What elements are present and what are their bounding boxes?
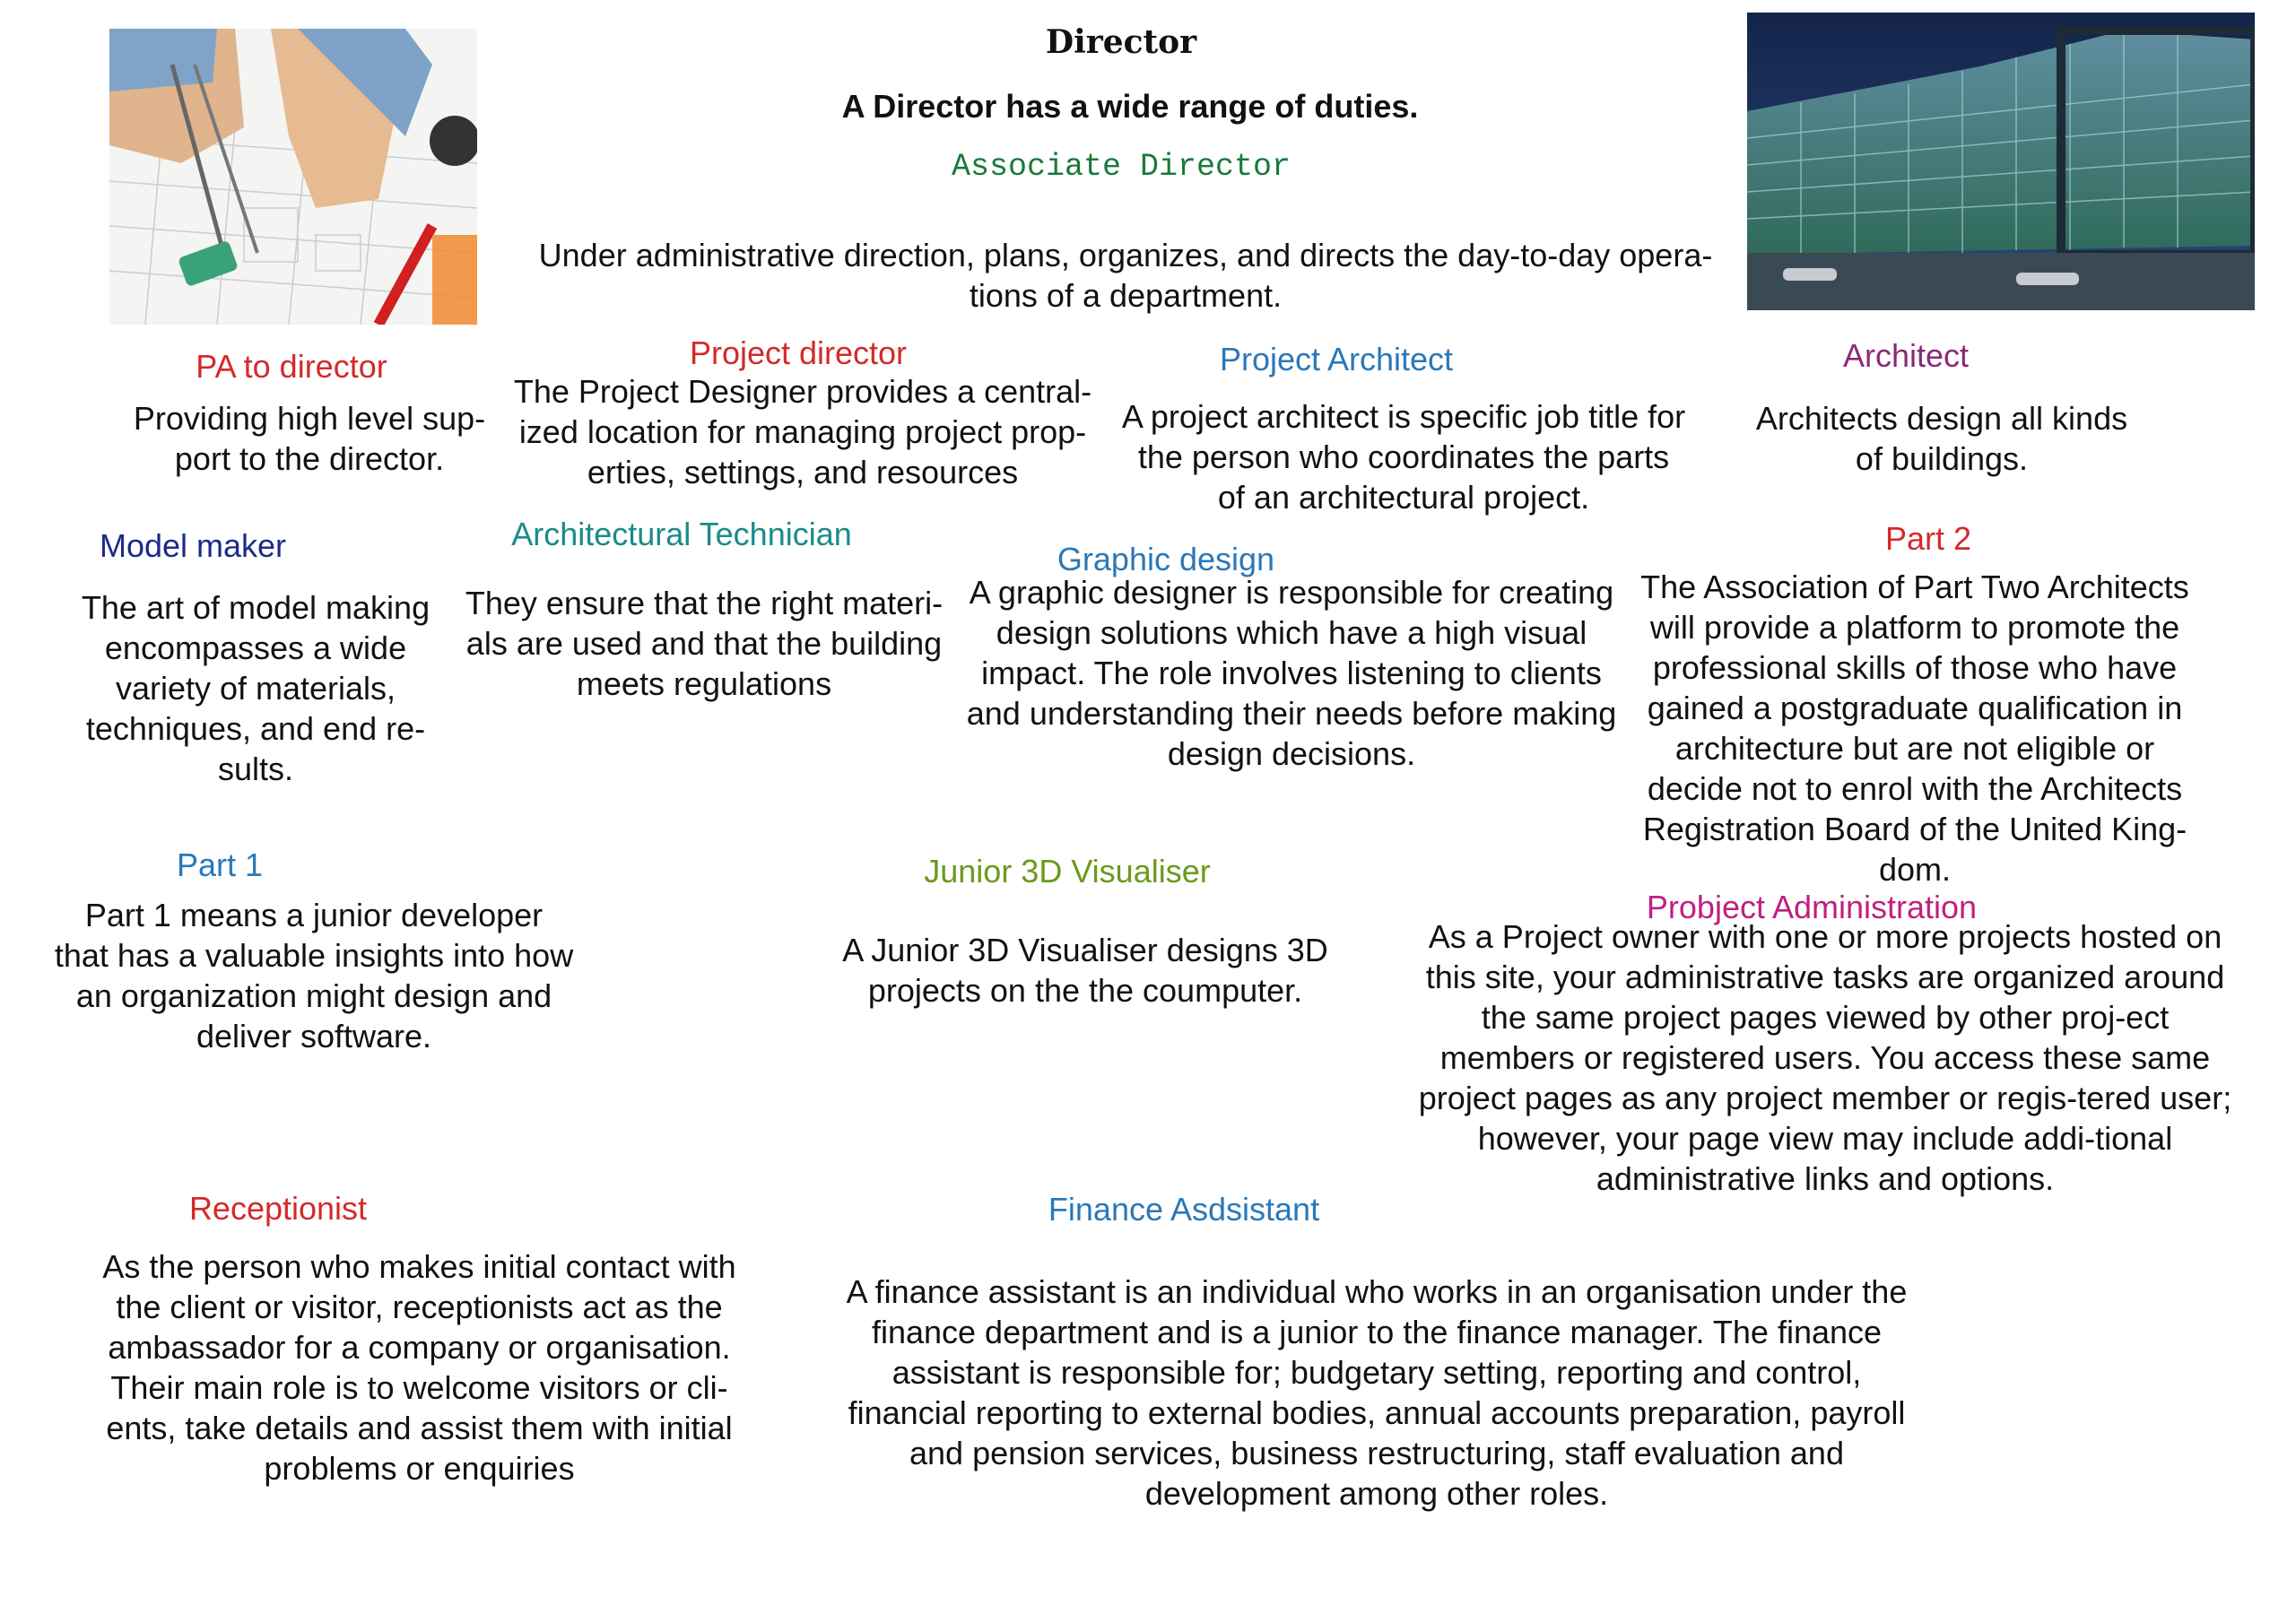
- architectural-technician-role: Architectural Technician: [511, 516, 852, 552]
- part-2-description: The Association of Part Two Architects will provide a platform to promote the professional skills of those who have gained a postgraduate qualification in architecture but are not eligible or decide not to enrol with the Architects Registration Board of the United King-dom.: [1640, 568, 2189, 888]
- model-maker-role: Model maker: [99, 527, 287, 564]
- associate-director-description: Under administrative direction, plans, organizes, and directs the day-to-day opera-tions of a department.: [538, 237, 1713, 314]
- finance-assistant-role: Finance Asdsistant: [1048, 1191, 1320, 1228]
- receptionist-role: Receptionist: [188, 1190, 368, 1227]
- architectural-technician-description: They ensure that the right materi-als are used and that the building meets regulations: [465, 585, 944, 702]
- graphic-design-description: A graphic designer is responsible for creating design solutions which have a high visual impact. The role involves listening to clients and understanding their needs before making design decisions.: [966, 574, 1617, 772]
- project-director-role: Project director: [689, 334, 908, 371]
- part-1-description: Part 1 means a junior developer that has a valuable insights into how an organization might design and deliver software.: [54, 897, 574, 1055]
- architect-role: Architect: [1842, 337, 1970, 374]
- associate-director-role: Associate Director: [951, 149, 1292, 185]
- pa-to-director-description: Providing high level sup-port to the director.: [133, 400, 486, 477]
- architect-drawing-photo: [109, 29, 477, 325]
- finance-assistant-description: A finance assistant is an individual who works in an organisation under the finance department and is a junior to the finance manager. The finance assistant is responsible for; budgetary setting, reporting and control, financial reporting to external bodies, annual accounts preparation, payroll and pension services, business restructuring, staff evaluation and development among other roles.: [846, 1273, 1908, 1512]
- project-architect-description: A project architect is specific job title for the person who coordinates the parts of an architectural project.: [1121, 398, 1686, 516]
- pa-to-director-role: PA to director: [196, 348, 387, 385]
- architect-description: Architects design all kinds of buildings.: [1755, 400, 2128, 477]
- project-architect-role: Project Architect: [1219, 341, 1454, 378]
- glass-office-building-photo: [1747, 13, 2255, 310]
- subtitle: A Director has a wide range of duties.: [841, 88, 1419, 125]
- project-director-description: The Project Designer provides a central-ized location for managing project prop-erties, settings, and resources: [513, 373, 1092, 490]
- part-2-role: Part 2: [1884, 520, 1972, 557]
- page-title: Director: [1045, 23, 1197, 61]
- part-1-role: Part 1: [176, 846, 264, 883]
- project-administration-role: Probject Administration: [1646, 889, 1978, 925]
- model-maker-description: The art of model making encompasses a wide variety of materials, techniques, and end re-sults.: [81, 589, 430, 787]
- graphic-design-role: Graphic design: [1057, 541, 1275, 577]
- project-administration-description: As a Project owner with one or more projects hosted on this site, your administrative tasks are organized around the same project pages viewed by other proj-ect members or registered users. You access these same project pages as any project member or regis-tered user; however, your page view may include addi-tional administrative links and options.: [1418, 918, 2232, 1197]
- junior-3d-visualiser-description: A Junior 3D Visualiser designs 3D projects on the the coumputer.: [842, 932, 1328, 1009]
- receptionist-description: As the person who makes initial contact with the client or visitor, receptionists act as the ambassador for a company or organisation. Their main role is to welcome visitors or cli-ents, take details and assist them with initial problems or enquiries: [102, 1248, 736, 1487]
- junior-3d-visualiser-role: Junior 3D Visualiser: [924, 853, 1211, 890]
